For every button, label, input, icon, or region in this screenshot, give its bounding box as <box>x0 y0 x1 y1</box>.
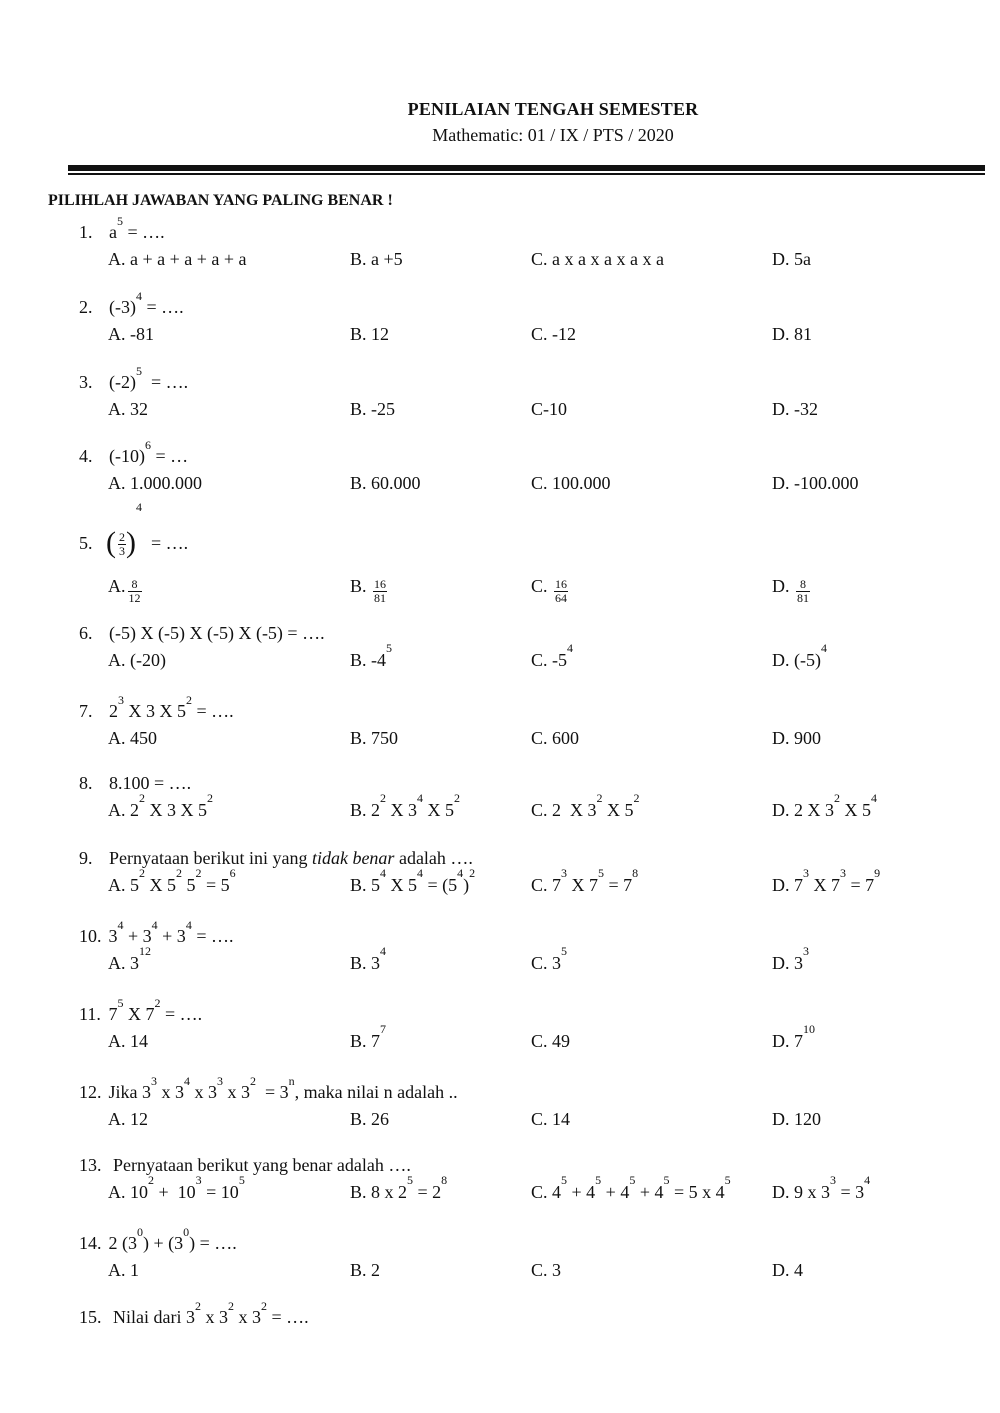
option-b[interactable]: B. 2 <box>350 1260 381 1280</box>
option-a[interactable]: A. $3^{12}$ <box>108 944 151 973</box>
question-text: $(-3)^4$ = …. <box>109 289 184 317</box>
page-subtitle: Mathematic: 01 / IX / PTS / 2020 <box>432 125 674 145</box>
question-number: 10. <box>79 926 102 946</box>
question-15 <box>0 1299 1000 1330</box>
question-8 <box>0 770 1000 824</box>
question-12 <box>0 1074 1000 1133</box>
question-text: Jika $3^3$ x $3^4$ x $3^3$ x $3^2 = 3^n$, maka nilai n adalah .. <box>108 1074 458 1102</box>
option-b[interactable]: B. $3^4$ <box>350 944 387 973</box>
option-b[interactable]: B. 26 <box>350 1109 390 1129</box>
question-text: Pernyataan berikut yang benar adalah …. <box>113 1155 411 1175</box>
question-7 <box>0 693 1000 752</box>
question-3 <box>0 364 1000 423</box>
question-number: 4. <box>79 446 93 466</box>
option-c[interactable]: C. 14 <box>531 1109 571 1129</box>
question-text: Nilai dari $3^2$ x $3^2$ x $3^2$ = …. <box>113 1299 309 1327</box>
question-6 <box>0 620 1000 674</box>
question-number: 6. <box>79 623 93 643</box>
option-b[interactable]: B. $\frac{16}{81}$ <box>350 576 387 606</box>
question-number: 15. <box>79 1307 102 1327</box>
question-text: $(-2)^5$ = …. <box>109 364 189 392</box>
option-a[interactable]: A. $10^2 + 10^3 = 10^5$ <box>108 1173 245 1202</box>
option-b[interactable]: B. $2^2$ X $3^4$ X $5^2$ <box>350 791 461 820</box>
option-d[interactable]: D. -100.000 <box>772 473 859 493</box>
option-d[interactable]: D. 5a <box>772 249 811 269</box>
option-d[interactable]: D. -32 <box>772 399 818 419</box>
instruction: PILIHLAH JAWABAN YANG PALING BENAR ! <box>48 192 393 209</box>
option-d[interactable]: D. 9 x $3^3 = 3^4$ <box>772 1173 871 1202</box>
question-number: 9. <box>79 848 93 868</box>
question-number: 7. <box>79 701 93 721</box>
question-text: (-5) X (-5) X (-5) X (-5) = …. <box>109 623 325 643</box>
question-text: 2 $(3^0) + (3^0)$ = …. <box>104 1225 237 1253</box>
option-c[interactable]: C. $3^5$ <box>531 944 568 973</box>
option-b[interactable]: B. 60.000 <box>350 473 421 493</box>
option-c[interactable]: C. -12 <box>531 324 576 344</box>
question-13 <box>0 1152 1000 1206</box>
option-c[interactable]: C. $-5^4$ <box>531 641 573 670</box>
option-b[interactable]: B. 12 <box>350 324 390 344</box>
option-d[interactable]: D. 81 <box>772 324 812 344</box>
question-number: 2. <box>79 297 93 317</box>
option-d[interactable]: D. 2 X $3^2$ X $5^4$ <box>772 791 877 820</box>
question-number: 5. <box>79 533 93 553</box>
question-2 <box>0 289 1000 348</box>
option-a[interactable]: A. 32 <box>108 399 148 419</box>
page-title: PENILAIAN TENGAH SEMESTER <box>407 99 699 119</box>
option-a[interactable]: A. -81 <box>108 324 154 344</box>
option-c[interactable]: C. 2 X $3^2$ X $5^2$ <box>531 791 640 820</box>
option-d[interactable]: D. $3^3$ <box>772 944 809 973</box>
header-divider-thin <box>68 173 985 175</box>
option-d[interactable]: D. 4 <box>772 1260 803 1280</box>
option-b[interactable]: B. -25 <box>350 399 395 419</box>
question-number: 11. <box>79 1004 101 1024</box>
option-d[interactable]: D. 900 <box>772 728 821 748</box>
question-text: ( $\frac{2}{3}$ )$^4$ = …. <box>106 500 189 559</box>
question-number: 8. <box>79 773 93 793</box>
question-number: 3. <box>79 372 93 392</box>
question-number: 13. <box>79 1155 102 1175</box>
option-b[interactable]: B. $5^4$ X $5^4 = (5^4)^2$ <box>350 866 476 895</box>
option-d[interactable]: D. $7^3$ X $7^3 = 7^9$ <box>772 866 881 895</box>
option-c[interactable]: C. 100.000 <box>531 473 611 493</box>
option-b[interactable]: B. a +5 <box>350 249 403 269</box>
option-b[interactable]: B. 8 x $2^5 = 2^8$ <box>350 1173 448 1202</box>
option-d[interactable]: D. $(-5)^4$ <box>772 641 827 670</box>
question-text: $7^5$ X $7^2$ = …. <box>104 996 203 1024</box>
option-c[interactable]: C. $4^5 + 4^5 + 4^5 + 4^5 = 5$ x $4^5$ <box>531 1173 731 1202</box>
option-c[interactable]: C. 3 <box>531 1260 562 1280</box>
option-d[interactable]: D. 120 <box>772 1109 821 1129</box>
question-5 <box>0 500 1000 606</box>
option-c[interactable]: C. $7^3$ X $7^5 = 7^8$ <box>531 866 639 895</box>
option-a[interactable]: A. 450 <box>108 728 157 748</box>
option-c[interactable]: C-10 <box>531 399 567 419</box>
option-d[interactable]: D. $\frac{8}{81}$ <box>772 576 809 606</box>
question-text: Pernyataan berikut ini yang tidak benar adalah …. <box>109 848 473 868</box>
option-b[interactable]: B. $-4^5$ <box>350 641 392 670</box>
option-b[interactable]: B. 750 <box>350 728 399 748</box>
question-text: $(-10)^6$ = … <box>109 438 189 466</box>
question-text: 8.100 = …. <box>109 773 192 793</box>
option-c[interactable]: C. 49 <box>531 1031 571 1051</box>
question-9 <box>0 845 1000 899</box>
question-number: 12. <box>79 1082 102 1102</box>
question-1 <box>0 214 1000 273</box>
question-text: $3^4 + 3^4 + 3^4$ = …. <box>104 918 234 946</box>
option-a[interactable]: A. 14 <box>108 1031 148 1051</box>
question-10 <box>0 918 1000 977</box>
option-a[interactable]: A. $5^2$ X $5^2$ $5^2 = 5^6$ <box>108 866 236 895</box>
option-d[interactable]: D. $7^{10}$ <box>772 1022 815 1051</box>
option-a[interactable]: A. 1 <box>108 1260 139 1280</box>
question-number: 14. <box>79 1233 102 1253</box>
option-c[interactable]: C. 600 <box>531 728 580 748</box>
question-text: $a^5$ = …. <box>109 214 165 242</box>
question-14 <box>0 1225 1000 1284</box>
option-a[interactable]: A. $\frac{8}{12}$ <box>108 576 141 606</box>
option-b[interactable]: B. $7^7$ <box>350 1022 387 1051</box>
option-c[interactable]: C. a x a x a x a x a <box>531 249 664 269</box>
option-c[interactable]: C. $\frac{16}{64}$ <box>531 576 568 606</box>
header-divider-thick <box>68 165 985 171</box>
option-a[interactable]: A. 1.000.000 <box>108 473 202 493</box>
question-11 <box>0 996 1000 1055</box>
option-a[interactable]: A. (-20) <box>108 650 166 670</box>
option-a[interactable]: A. $2^2$ X 3 X $5^2$ <box>108 791 213 820</box>
question-4 <box>0 438 1000 497</box>
option-a[interactable]: A. a + a + a + a + a <box>108 249 247 269</box>
question-text: $2^3$ X 3 X $5^2$ = …. <box>109 693 234 721</box>
option-a[interactable]: A. 12 <box>108 1109 148 1129</box>
question-number: 1. <box>79 222 93 242</box>
